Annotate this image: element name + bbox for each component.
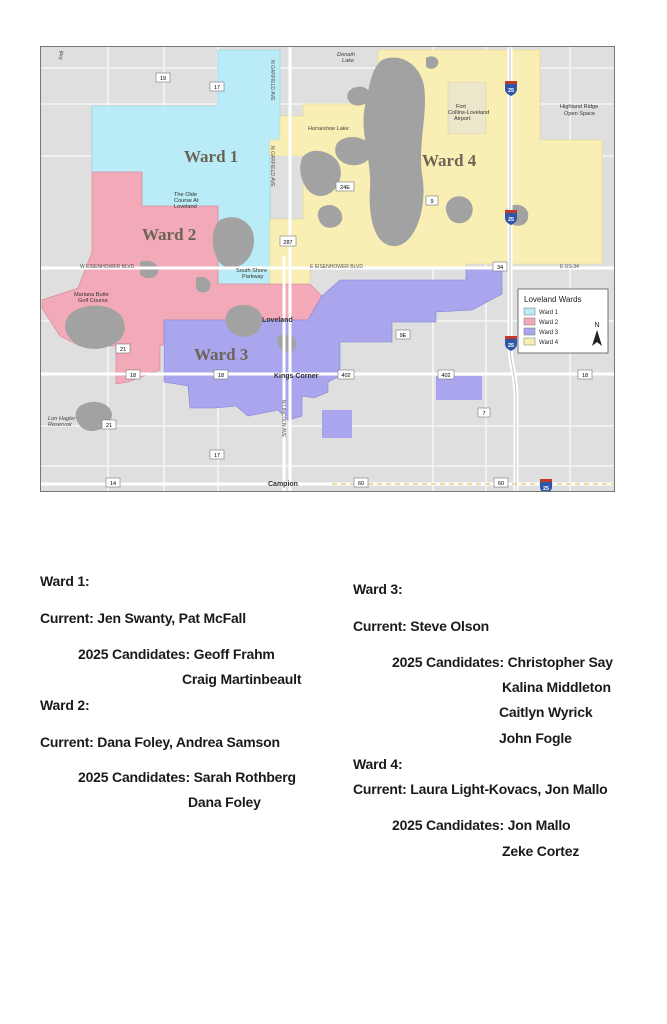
shield-19 [156,73,170,82]
ward-3-heading: Ward 3: [353,581,403,597]
ward-3-candidate: John Fogle [499,730,572,746]
ward-map [40,46,615,492]
south-shore-label: South Shore Parkway [236,268,268,280]
svg-text:60: 60 [357,481,365,487]
ward3-south-area [322,410,352,438]
svg-text:18: 18 [129,373,137,379]
shield-9e [396,330,410,339]
garfield-label-north: N GARFIELD AVE [269,60,275,101]
horseshoe-lake-label: Horseshoe Lake [308,126,349,132]
loveland-label: Loveland [262,317,293,324]
eisenhower-west-label: W EISENHOWER BLVD [80,264,135,270]
ward-4-candidate: Zeke Cortez [502,843,580,859]
legend-swatch [524,338,535,345]
ward1-label: Ward 1 [184,147,239,166]
ward-3-current: Current: Steve Olson [353,618,490,634]
svg-text:34: 34 [496,265,504,271]
shield-7 [478,408,490,417]
svg-text:25: 25 [507,217,515,223]
shield-9 [426,196,438,205]
ward-3-candidates-label: 2025 Candidates: Christopher Say [392,654,613,670]
garfield-label-south: N GARFIELD AVE [269,146,275,187]
ward-3-candidate: Kalina Middleton [502,679,611,695]
shield-34 [493,262,507,271]
legend-swatch [524,318,535,325]
legend-label: Ward 4 [539,340,559,346]
ward-2-candidate: Dana Foley [188,794,261,810]
campion-label: Campion [268,481,298,488]
shield-287 [280,236,296,246]
svg-text:402: 402 [341,373,351,379]
svg-text:24E: 24E [340,185,350,191]
ward-1-section [40,573,340,691]
mariana-butte-label: Mariana Butte Golf Course [74,292,109,304]
us34-label: E US-34 [560,264,579,270]
ward4-label: Ward 4 [422,151,477,170]
airport-label: Fort Collins-Loveland Airport [448,104,490,122]
shield-21b [102,420,116,429]
airport [448,82,486,134]
ward-3-section [353,581,653,751]
ward-2-heading: Ward 2: [40,697,90,713]
svg-text:402: 402 [441,373,451,379]
shield-18b [214,370,228,379]
legend-label: Ward 2 [539,320,559,326]
svg-text:25: 25 [507,343,515,349]
svg-text:17: 17 [213,453,221,459]
svg-text:17: 17 [213,85,221,91]
lincoln-label: N LINCOLN AVE [280,400,286,438]
i25-shield-4 [540,479,552,492]
lon-hagler-label: Lon Hagler Reservoir [48,416,76,428]
legend-label: Ward 1 [539,310,559,316]
shield-402a [338,370,354,379]
eisenhower-east-label: E EISENHOWER BLVD [310,264,363,270]
svg-text:19: 19 [159,76,167,82]
svg-text:287: 287 [283,240,293,246]
ward-1-heading: Ward 1: [40,573,90,589]
shield-60a [354,478,368,487]
ward-4-current: Current: Laura Light-Kovacs, Jon Mallo [353,781,608,797]
indian-label: Indi [58,50,66,61]
shield-18a [126,370,140,379]
shield-18c [578,370,592,379]
ward-3-candidate: Caitlyn Wyrick [499,704,593,720]
svg-text:25: 25 [507,88,515,94]
svg-text:60: 60 [497,481,505,487]
svg-text:25: 25 [542,486,550,492]
ward-2-current: Current: Dana Foley, Andrea Samson [40,734,280,750]
ward-2-candidates-label: 2025 Candidates: Sarah Rothberg [78,769,296,785]
shield-14 [106,478,120,487]
svg-text:18: 18 [217,373,225,379]
shield-17a [210,82,224,91]
ward3-label: Ward 3 [194,345,249,364]
olde-course-label: The Olde Course At Loveland [174,192,199,210]
ward-4-section [353,756,653,866]
ward-1-current: Current: Jen Swanty, Pat McFall [40,610,246,626]
svg-text:9E: 9E [399,333,407,339]
ward-2-section [40,697,340,815]
ward-1-candidate: Craig Martinbeault [182,671,302,687]
svg-text:18: 18 [581,373,589,379]
shield-402b [438,370,454,379]
ward2-label: Ward 2 [142,225,197,244]
legend-title: Loveland Wards [524,295,582,304]
kings-corner-label: Kings Corner [274,373,319,380]
shield-17b [210,450,224,459]
svg-text:21: 21 [105,423,113,429]
ward-4-candidates-label: 2025 Candidates: Jon Mallo [392,817,571,833]
map-legend [518,289,608,353]
shield-21a [116,344,130,353]
svg-text:21: 21 [119,347,127,353]
svg-text:14: 14 [109,481,117,487]
legend-label: Ward 3 [539,330,559,336]
ward3-east-area [436,376,482,400]
svg-text:9: 9 [430,199,434,205]
legend-swatch [524,328,535,335]
svg-text:7: 7 [482,411,486,417]
legend-swatch [524,308,535,315]
donath-lake-label: Donath Lake [337,52,356,64]
north-label: N [594,322,600,329]
highland-ridge-label: Highland Ridge Open Space [560,104,599,117]
shield-60b [494,478,508,487]
ward-4-heading: Ward 4: [353,756,403,772]
ward-1-candidates-label: 2025 Candidates: Geoff Frahm [78,646,275,662]
shield-24e [336,182,354,191]
